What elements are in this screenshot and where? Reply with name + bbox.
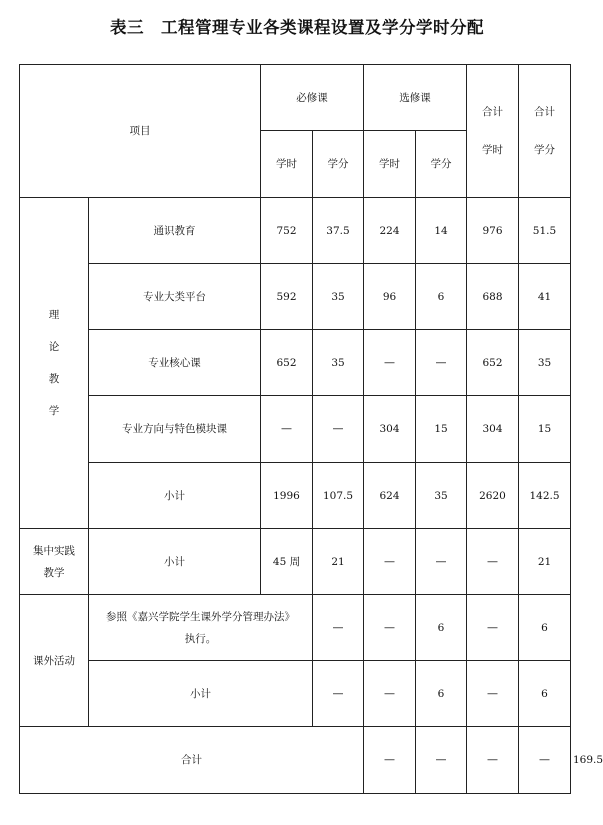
- table-row: [20, 595, 571, 661]
- cell-req-credits: 35: [313, 330, 364, 396]
- row-name-total: 合计: [20, 727, 364, 794]
- cell-total-credits: 15: [519, 396, 571, 463]
- cell-total-hours: —: [467, 529, 519, 595]
- header-required: 必修课: [261, 65, 364, 131]
- cell-ele-hours: —: [364, 661, 416, 727]
- table-title: 表三 工程管理专业各类课程设置及学分学时分配: [110, 18, 484, 37]
- row-name: 通识教育: [89, 198, 261, 264]
- header-elective: 选修课: [364, 65, 467, 131]
- cell-ele-credits: 6: [416, 595, 467, 661]
- row-name-line2: 执行。: [184, 632, 217, 645]
- row-name: 专业大类平台: [89, 264, 261, 330]
- cell-ele-hours: 624: [364, 463, 416, 529]
- cell-ele-hours: —: [364, 330, 416, 396]
- cell-req-hours: 592: [261, 264, 313, 330]
- group-practice: [20, 529, 89, 595]
- header-project: 项目: [20, 65, 261, 198]
- cell-req-hours: 652: [261, 330, 313, 396]
- group-extra: 课外活动: [20, 595, 89, 727]
- cell-req-credits: —: [313, 661, 364, 727]
- cell-total-hours: —: [467, 595, 519, 661]
- cell-total-credits: 51.5: [519, 198, 571, 264]
- row-name: 小计: [89, 661, 313, 727]
- cell-ele-credits: 6: [416, 264, 467, 330]
- cell-total-credits: 6: [519, 595, 571, 661]
- cell-ele-credits: 15: [416, 396, 467, 463]
- header-ele-credits: 学分: [416, 131, 467, 198]
- cell-req-hours: 45 周: [261, 529, 313, 595]
- cell-req-hours: 1996: [261, 463, 313, 529]
- header-ele-hours: 学时: [364, 131, 416, 198]
- cell-total-hours: —: [519, 727, 571, 794]
- header-total-hours-line1: 合计: [482, 106, 503, 118]
- cell-ele-credits: —: [416, 330, 467, 396]
- cell-total-hours: 652: [467, 330, 519, 396]
- header-row-1: [20, 65, 571, 131]
- cell-req-hours: 752: [261, 198, 313, 264]
- cell-ele-credits: 35: [416, 463, 467, 529]
- header-total-credits-line1: 合计: [534, 106, 555, 118]
- cell-req-credits: 35: [313, 264, 364, 330]
- cell-ele-hours: 304: [364, 396, 416, 463]
- table-row: [20, 661, 571, 727]
- group-theory: [20, 198, 89, 529]
- row-name: 小计: [89, 529, 261, 595]
- group-theory-char: 理: [48, 309, 60, 321]
- cell-ele-credits: 14: [416, 198, 467, 264]
- cell-ele-hours: —: [364, 595, 416, 661]
- cell-total-hours: 976: [467, 198, 519, 264]
- row-name: 小计: [89, 463, 261, 529]
- group-practice-line2: 教学: [43, 566, 65, 579]
- cell-ele-hours: 224: [364, 198, 416, 264]
- course-credit-table: [19, 64, 603, 794]
- cell-total-credits: 6: [519, 661, 571, 727]
- header-req-credits: 学分: [313, 131, 364, 198]
- header-total-hours: [467, 65, 519, 198]
- cell-req-credits: 21: [313, 529, 364, 595]
- row-name: 专业核心课: [89, 330, 261, 396]
- cell-total-credits: 41: [519, 264, 571, 330]
- cell-req-credits: —: [313, 595, 364, 661]
- cell-req-credits: —: [313, 396, 364, 463]
- header-total-hours-line2: 学时: [482, 144, 503, 156]
- cell-total-hours: 688: [467, 264, 519, 330]
- table-row: [20, 330, 571, 396]
- table-row: [20, 396, 571, 463]
- cell-ele-hours: 96: [364, 264, 416, 330]
- cell-total-hours: —: [467, 661, 519, 727]
- cell-total-hours: 304: [467, 396, 519, 463]
- table-row: [20, 264, 571, 330]
- cell-req-credits: —: [364, 727, 416, 794]
- cell-ele-hours: —: [416, 727, 467, 794]
- group-theory-char: 学: [48, 405, 60, 417]
- cell-req-credits: 107.5: [313, 463, 364, 529]
- cell-ele-credits: 6: [416, 661, 467, 727]
- header-req-hours: 学时: [261, 131, 313, 198]
- group-theory-char: 教: [48, 373, 60, 385]
- cell-total-hours: 2620: [467, 463, 519, 529]
- row-name-line1: 参照《嘉兴学院学生课外学分管理办法》: [106, 610, 295, 623]
- cell-total-credits: 21: [519, 529, 571, 595]
- header-total-credits-line2: 学分: [534, 144, 555, 156]
- cell-total-credits: 142.5: [519, 463, 571, 529]
- cell-ele-credits: —: [416, 529, 467, 595]
- table-row: [20, 463, 571, 529]
- group-theory-char: 论: [48, 341, 60, 353]
- cell-req-hours: —: [261, 396, 313, 463]
- header-total-credits: [519, 65, 571, 198]
- table-row-total: 合计 — — — — 169.5: [20, 727, 571, 794]
- row-name: [89, 595, 313, 661]
- table-row: [20, 529, 571, 595]
- cell-total-credits: 35: [519, 330, 571, 396]
- cell-ele-hours: —: [364, 529, 416, 595]
- row-name: 专业方向与特色模块课: [89, 396, 261, 463]
- cell-ele-credits: —: [467, 727, 519, 794]
- cell-req-credits: 37.5: [313, 198, 364, 264]
- table-row: [20, 198, 571, 264]
- group-practice-line1: 集中实践: [33, 544, 75, 557]
